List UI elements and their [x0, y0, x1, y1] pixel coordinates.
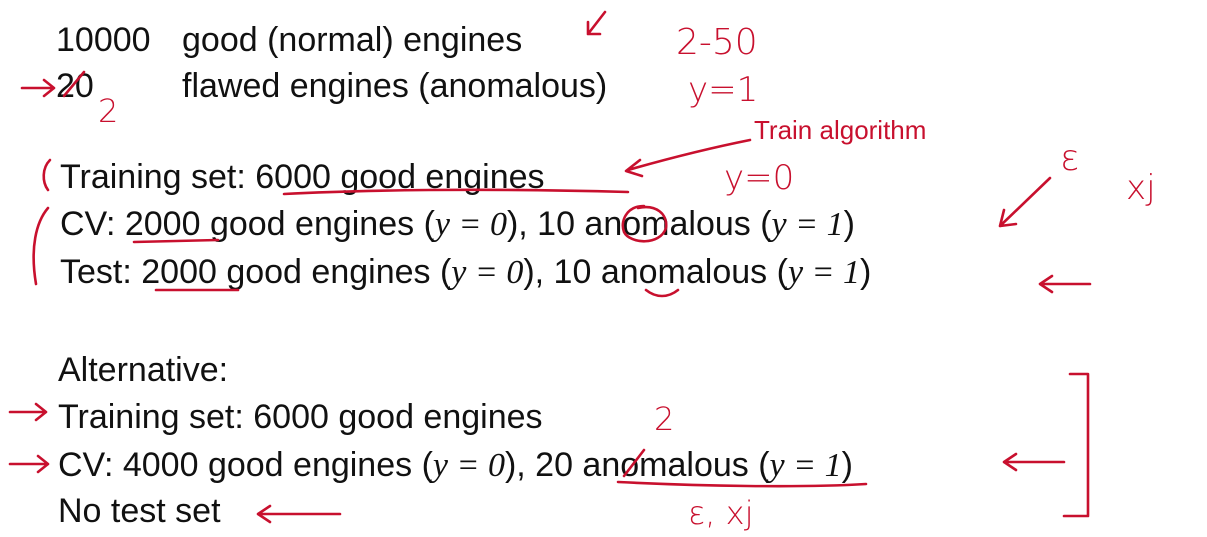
line-test-set: [60, 252, 871, 293]
test-math-y0: y = 0: [451, 254, 524, 291]
arrow-alt-cv: [10, 456, 48, 472]
annotation-two-b: 2: [654, 400, 675, 438]
arrow-epsilon-cv: [1000, 178, 1050, 226]
line-training-set: [60, 157, 545, 197]
flawed-engine-count: 20: [56, 67, 94, 105]
line-no-test-set: [58, 491, 221, 531]
alt-cv-mid: ), 20 anomalous (: [504, 446, 770, 484]
test-math-y1: y = 1: [787, 254, 860, 291]
annotation-train-algorithm: Train algorithm: [754, 115, 927, 145]
annotation-y-equals-0: y=0: [724, 158, 795, 198]
line-flawed-engines: [56, 66, 607, 106]
arrow-no-test-set: [258, 506, 340, 522]
bracket-alternative: [1064, 374, 1088, 516]
annotation-y-equals-1: y=1: [688, 70, 759, 110]
annotation-range: 2-50: [676, 22, 758, 63]
cv-math-y1: y = 1: [771, 206, 844, 243]
alt-cv-prefix: CV: 4000 good engines (: [58, 446, 433, 484]
line-cv-set: [60, 204, 855, 245]
line-alt-cv-set: [58, 445, 853, 486]
alt-training-set-text: Training set: 6000 good engines: [58, 398, 543, 436]
arrow-line-20: [22, 80, 54, 96]
cv-math-y0: y = 0: [434, 206, 507, 243]
annotation-xj: xj: [1126, 168, 1156, 208]
test-mid: ), 10 anomalous (: [523, 253, 788, 291]
bracket-training: [44, 160, 50, 190]
annotation-two-a: 2: [98, 92, 119, 130]
arrow-good-engines: [588, 12, 605, 34]
test-prefix: Test: 2000 good engines (: [60, 253, 452, 291]
flawed-engine-label: flawed engines (anomalous): [182, 67, 608, 105]
cv-suffix: ): [843, 205, 855, 243]
bracket-cv-test: [34, 208, 48, 284]
arrow-test-line: [1040, 276, 1090, 292]
arrow-alt-cv-right: [1004, 454, 1064, 470]
annotation-epsilon: ε: [1060, 138, 1080, 179]
line-good-engines: [56, 20, 522, 60]
arrow-alt-training: [10, 404, 46, 420]
alt-cv-math-y0: y = 0: [432, 447, 505, 484]
cv-prefix: CV: 2000 good engines (: [60, 205, 435, 243]
annotation-eps-xj: ε, xj: [688, 494, 754, 532]
alternative-heading: [58, 350, 228, 390]
good-engine-label: good (normal) engines: [182, 21, 523, 59]
cv-mid: ), 10 anomalous (: [506, 205, 772, 243]
alt-cv-math-y1: y = 1: [769, 447, 842, 484]
training-set-text: Training set: 6000 good engines: [60, 158, 545, 196]
good-engine-count: 10000: [56, 21, 151, 59]
alt-cv-suffix: ): [841, 446, 853, 484]
test-suffix: ): [859, 253, 872, 291]
alternative-heading-text: Alternative:: [58, 351, 229, 389]
no-test-set-text: No test set: [58, 492, 221, 530]
line-alt-training-set: [58, 397, 543, 437]
